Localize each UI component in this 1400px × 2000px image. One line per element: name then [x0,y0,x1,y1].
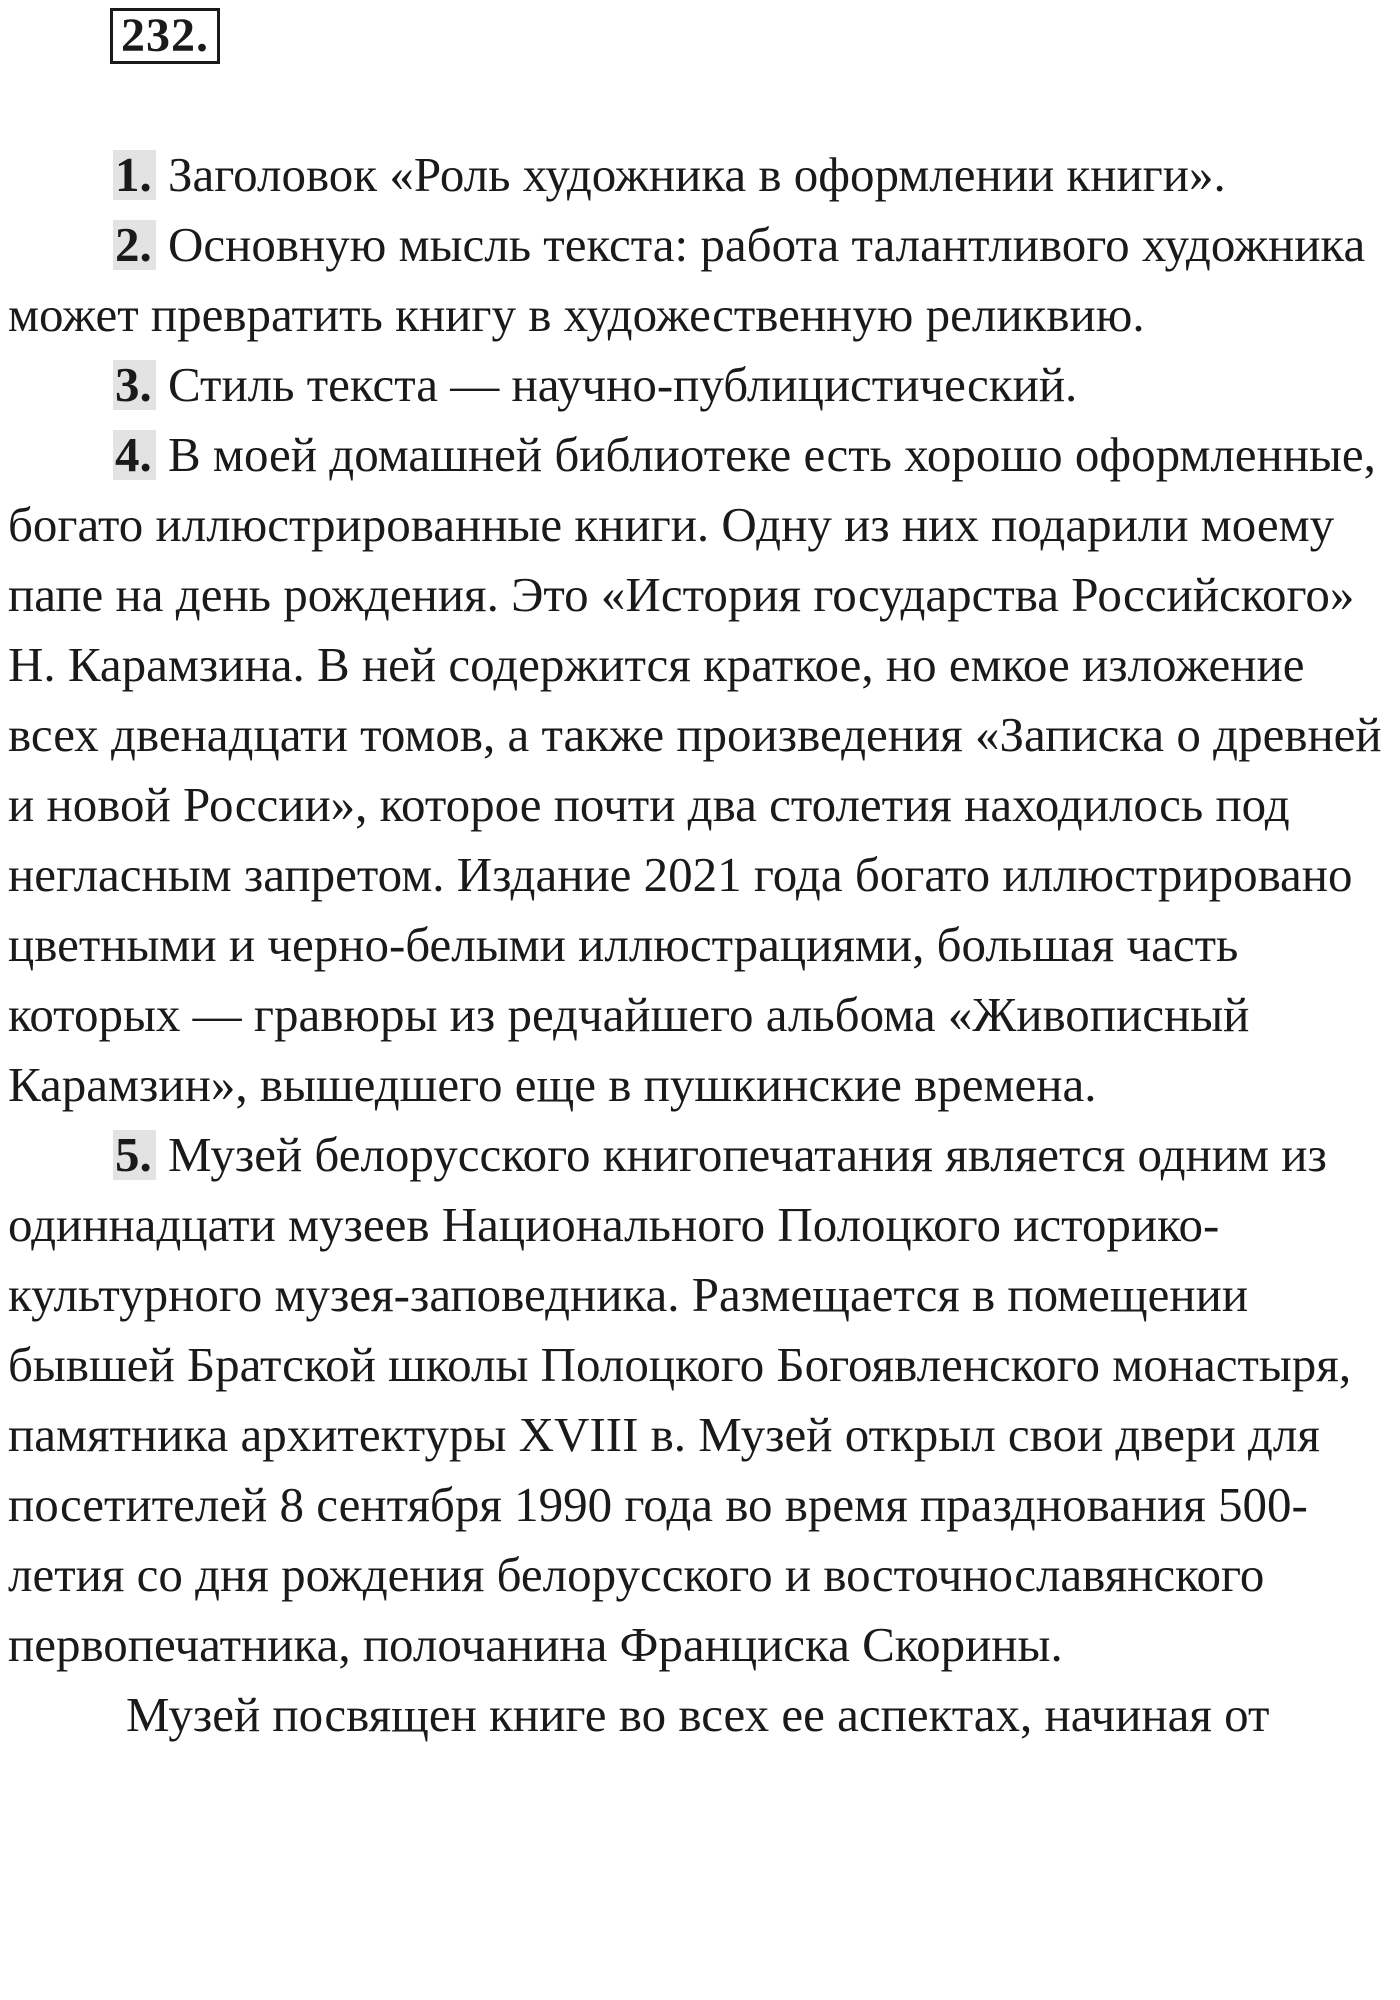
answer-text: Музей белорусского книгопечатания является одним из одиннадцати музеев Национального Полоцкого историко-культурного музея-заповедника. Размещается в помещении бывшей Братской школы Полоцкого Богоявленского монастыря, памятника архитектуры XVIII в. Музей открыл свои двери для посетителей 8 сентября 1990 года во время празднования 500-летия со дня рождения белорусского и восточнославянского первопечатника, полочанина Франциска Скорины. [8,1127,1352,1672]
answer-item-3 [8,350,1383,420]
answer-number: 3. [113,360,156,410]
answer-number: 4. [113,430,156,480]
answer-number: 5. [113,1130,156,1180]
answer-text: Заголовок «Роль художника в оформлении книги». [155,147,1226,202]
answer-text: Стиль текста — научно-публицистический. [155,357,1078,412]
answer-item-1 [8,140,1383,210]
answer-item-2 [8,210,1383,350]
answer-number: 2. [113,220,156,270]
continuation-paragraph: Музей посвящен книге во всех ее аспектах, начиная от [126,1687,1270,1742]
answer-number: 1. [113,150,156,200]
answer-text: В моей домашней библиотеке есть хорошо оформленные, богато иллюстрированные книги. Одну из них подарили моему папе на день рождения. Это «История государства Российского» Н. Карамзина. В ней содержится краткое, но емкое изложение всех двенадцати томов, а также произведения «Записка о древней и новой России», которое почти два столетия находилось под негласным запретом. Издание 2021 года богато иллюстрировано цветными и черно-белыми иллюстрациями, большая часть которых — гравюры из редчайшего альбома «Живописный Карамзин», вышедшего еще в пушкинские времена. [8,427,1382,1112]
task-number-box: 232. [110,8,220,64]
answer-item-4 [8,420,1383,1120]
answer-item-5 [8,1120,1383,1680]
answer-content [8,140,1383,1750]
answer-text: Основную мысль текста: работа талантливого художника может превратить книгу в художественную реликвию. [8,217,1366,342]
